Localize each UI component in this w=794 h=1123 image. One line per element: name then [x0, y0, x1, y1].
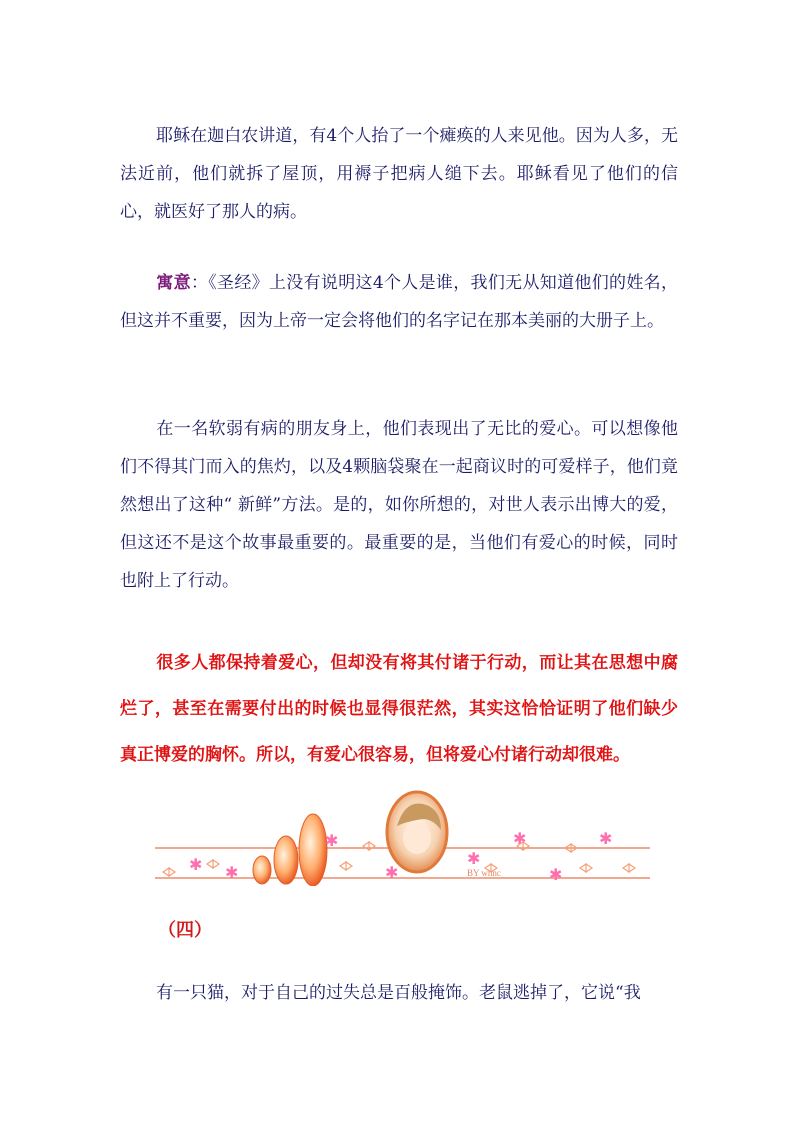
paragraph-moral-text: ：《圣经》上没有说明这4个人是谁，我们无从知道他们的姓名，但这并不重要，因为上帝一定会将他们的名字记在那本美丽的大册子上。 [120, 273, 678, 331]
paragraph-story [120, 117, 678, 231]
paragraph-next-story-text: 有一只猫，对于自己的过失总是百般掩饰。老鼠逃掉了，它说“我 [156, 983, 641, 1003]
flower-icon: ✱ [189, 855, 203, 874]
egg-ornament-medium [274, 836, 298, 884]
paragraph-story-text: 耶稣在迦白农讲道，有4个人抬了一个瘫痪的人来见他。因为人多，无法近前，他们就拆了屋顶，用褥子把病人缒下去。耶稣看见了他们的信心，就医好了那人的病。 [120, 126, 678, 222]
flower-icon: ✱ [549, 865, 563, 884]
bow-icon [207, 860, 219, 868]
paragraph-moral [120, 264, 678, 340]
flower-icon: ✱ [513, 829, 527, 848]
egg-ornament-small [253, 856, 271, 884]
flower-icon: ✱ [599, 829, 613, 848]
bow-icon [363, 842, 375, 850]
paragraph-commentary-text: 在一名软弱有病的朋友身上，他们表现出了无比的爱心。可以想像他们不得其门而入的焦灼，以及4颗脑袋聚在一起商议时的可爱样子，他们竟然想出了这种“ 新鲜”方法。是的，如你所想的，对世人表示出博大的爱，但这还不是这个故事最重要的。最重要的是，当他们有爱心的时候，同时也附上了行动。 [120, 419, 678, 591]
bow-icon [623, 864, 635, 872]
portrait-face [403, 822, 431, 854]
moral-label: 寓意 [156, 273, 191, 293]
bow-icon [163, 868, 175, 876]
paragraph-next-story [120, 974, 678, 1012]
paragraph-commentary [120, 410, 678, 600]
bow-icon [340, 862, 352, 870]
section-heading: （四） [158, 920, 212, 941]
decorative-divider-image [155, 786, 650, 886]
flower-icon: ✱ [325, 831, 339, 850]
divider-signature: BY whnc [467, 868, 501, 878]
egg-ornament-large [299, 814, 327, 886]
bow-icon [580, 864, 592, 872]
flower-icon: ✱ [225, 863, 239, 882]
flower-icon: ✱ [385, 863, 399, 882]
paragraph-emphasis [120, 640, 678, 778]
flower-icon: ✱ [467, 849, 481, 868]
paragraph-emphasis-text: 很多人都保持着爱心，但却没有将其付诸于行动，而让其在思想中腐烂了，甚至在需要付出的时候也显得很茫然，其实这恰恰证明了他们缺少真正博爱的胸怀。所以，有爱心很容易，但将爱心付诸行动却很难。 [120, 653, 678, 765]
